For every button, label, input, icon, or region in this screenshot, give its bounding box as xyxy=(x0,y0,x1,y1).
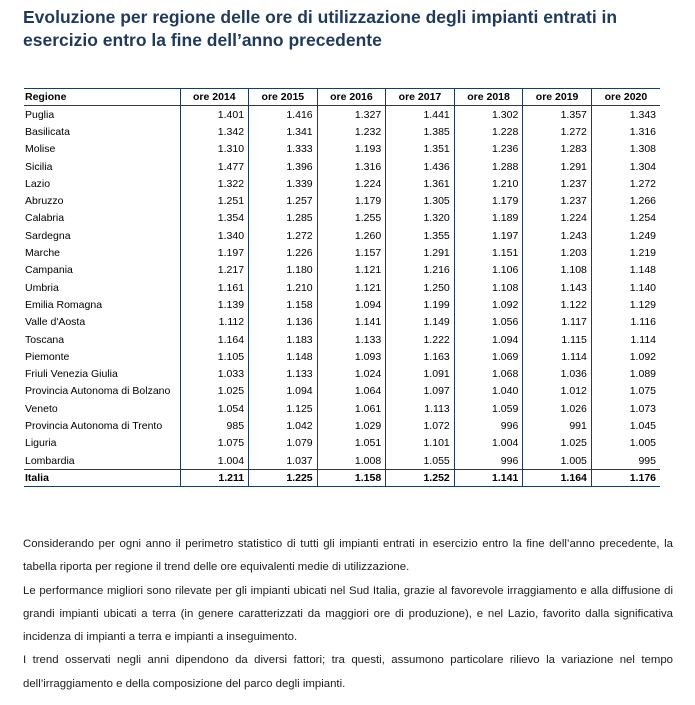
hours-value: 1.385 xyxy=(386,123,455,140)
region-name: Friuli Venezia Giulia xyxy=(25,368,118,381)
hours-value: 1.012 xyxy=(523,383,592,400)
hours-value: 1.073 xyxy=(591,400,660,417)
hours-value: 1.343 xyxy=(591,106,660,124)
hours-value: 1.219 xyxy=(591,244,660,261)
hours-value: 1.029 xyxy=(317,417,386,434)
hours-value: 1.069 xyxy=(454,348,523,365)
page-title: Evoluzione per regione delle ore di utilizzazione degli impianti entrati in esercizio entro la fine dell’anno precedente xyxy=(23,7,618,50)
hours-value: 1.108 xyxy=(454,279,523,296)
total-value: 1.252 xyxy=(386,470,455,487)
hours-value: 1.322 xyxy=(180,175,249,192)
hours-value: 1.164 xyxy=(180,331,249,348)
hours-value: 1.251 xyxy=(180,192,249,209)
region-name: Liguria xyxy=(25,437,57,450)
table-row xyxy=(24,141,660,158)
column-header-year: ore 2015 xyxy=(249,89,318,106)
hours-value: 1.179 xyxy=(454,192,523,209)
hours-value: 1.004 xyxy=(180,452,249,470)
hours-value: 1.272 xyxy=(591,175,660,192)
table-row xyxy=(24,158,660,175)
total-label: Italia xyxy=(24,470,180,487)
hours-value: 1.291 xyxy=(386,244,455,261)
hours-value: 996 xyxy=(454,452,523,470)
column-header-year: ore 2019 xyxy=(523,89,592,106)
hours-table xyxy=(24,88,660,487)
hours-value: 1.125 xyxy=(249,400,318,417)
column-header-year: ore 2018 xyxy=(454,89,523,106)
hours-value: 1.064 xyxy=(317,383,386,400)
table-row xyxy=(24,210,660,227)
hours-value: 1.341 xyxy=(249,123,318,140)
region-name: Umbria xyxy=(25,281,59,294)
table-row xyxy=(24,365,660,382)
table-row xyxy=(24,279,660,296)
hours-value: 1.210 xyxy=(454,175,523,192)
hours-value: 1.091 xyxy=(386,365,455,382)
hours-value: 1.355 xyxy=(386,227,455,244)
column-header-year: ore 2017 xyxy=(386,89,455,106)
hours-value: 1.257 xyxy=(249,192,318,209)
hours-value: 1.285 xyxy=(249,210,318,227)
region-name: Valle d'Aosta xyxy=(25,316,86,329)
hours-value: 1.291 xyxy=(523,158,592,175)
hours-value: 1.005 xyxy=(591,435,660,452)
hours-value: 1.136 xyxy=(249,314,318,331)
hours-value: 1.260 xyxy=(317,227,386,244)
hours-value: 1.106 xyxy=(454,262,523,279)
hours-value: 1.148 xyxy=(249,348,318,365)
hours-value: 1.224 xyxy=(317,175,386,192)
hours-value: 1.121 xyxy=(317,279,386,296)
hours-value: 1.217 xyxy=(180,262,249,279)
hours-value: 1.283 xyxy=(523,141,592,158)
hours-value: 1.093 xyxy=(317,348,386,365)
hours-value: 1.396 xyxy=(249,158,318,175)
hours-value: 1.059 xyxy=(454,400,523,417)
total-value: 1.211 xyxy=(180,470,249,487)
hours-value: 1.056 xyxy=(454,314,523,331)
hours-value: 1.036 xyxy=(523,365,592,382)
hours-value: 1.243 xyxy=(523,227,592,244)
paragraph: Le performance migliori sono rilevate per gli impianti ubicati nel Sud Italia, grazie al favorevole irraggiamento e alla diffusione di grandi impianti ubicati a terra (in genere caratterizzati da maggiori ore di produzione), e nel Lazio, favorito dalla significativa incidenza di impianti a terra e impianti a inseguimento. xyxy=(23,584,673,644)
hours-value: 1.025 xyxy=(180,383,249,400)
hours-value: 1.108 xyxy=(523,262,592,279)
paragraph: I trend osservati negli anni dipendono da diversi fattori; tra questi, assumono particolare rilievo la variazione nel tempo dell’irraggiamento e della composizione del parco degli impianti. xyxy=(23,654,673,690)
hours-value: 1.113 xyxy=(386,400,455,417)
hours-value: 1.068 xyxy=(454,365,523,382)
region-name: Piemonte xyxy=(25,350,70,363)
hours-value: 1.224 xyxy=(523,210,592,227)
hours-value: 1.210 xyxy=(249,279,318,296)
hours-value: 1.304 xyxy=(591,158,660,175)
hours-value: 1.308 xyxy=(591,141,660,158)
paragraph: Considerando per ogni anno il perimetro statistico di tutti gli impianti entrati in esercizio entro la fine dell’anno precedente, la tabella riporta per regione il trend delle ore equivalenti medie di utilizzazione. xyxy=(23,538,673,574)
hours-value: 1.139 xyxy=(180,296,249,313)
total-row xyxy=(24,470,660,487)
table-row xyxy=(24,123,660,140)
hours-value: 1.101 xyxy=(386,435,455,452)
total-value: 1.164 xyxy=(523,470,592,487)
hours-value: 1.351 xyxy=(386,141,455,158)
hours-value: 1.079 xyxy=(249,435,318,452)
table-row xyxy=(24,331,660,348)
hours-value: 1.115 xyxy=(523,331,592,348)
region-name: Calabria xyxy=(25,212,65,225)
hours-value: 1.441 xyxy=(386,106,455,124)
region-name: Veneto xyxy=(25,402,58,415)
hours-value: 1.158 xyxy=(249,296,318,313)
hours-value: 1.114 xyxy=(523,348,592,365)
hours-value: 1.216 xyxy=(386,262,455,279)
total-value: 1.158 xyxy=(317,470,386,487)
hours-value: 1.327 xyxy=(317,106,386,124)
hours-value: 1.232 xyxy=(317,123,386,140)
table-body xyxy=(24,106,660,470)
hours-value: 1.149 xyxy=(386,314,455,331)
hours-value: 1.255 xyxy=(317,210,386,227)
hours-value: 1.129 xyxy=(591,296,660,313)
hours-value: 1.051 xyxy=(317,435,386,452)
table-row xyxy=(24,383,660,400)
hours-value: 1.094 xyxy=(317,296,386,313)
hours-value: 1.161 xyxy=(180,279,249,296)
hours-value: 1.005 xyxy=(523,452,592,470)
column-header-year: ore 2014 xyxy=(180,89,249,106)
hours-value: 1.097 xyxy=(386,383,455,400)
hours-value: 1.117 xyxy=(523,314,592,331)
hours-value: 1.045 xyxy=(591,417,660,434)
hours-value: 1.477 xyxy=(180,158,249,175)
hours-value: 1.266 xyxy=(591,192,660,209)
hours-value: 1.026 xyxy=(523,400,592,417)
body-text xyxy=(23,533,673,696)
table-row xyxy=(24,417,660,434)
hours-value: 1.357 xyxy=(523,106,592,124)
total-value: 1.176 xyxy=(591,470,660,487)
hours-value: 1.340 xyxy=(180,227,249,244)
hours-value: 1.199 xyxy=(386,296,455,313)
hours-value: 1.151 xyxy=(454,244,523,261)
hours-value: 1.361 xyxy=(386,175,455,192)
hours-value: 1.416 xyxy=(249,106,318,124)
hours-value: 1.436 xyxy=(386,158,455,175)
column-header-year: ore 2020 xyxy=(591,89,660,106)
hours-value: 1.092 xyxy=(454,296,523,313)
hours-value: 1.342 xyxy=(180,123,249,140)
hours-value: 1.143 xyxy=(523,279,592,296)
hours-value: 1.354 xyxy=(180,210,249,227)
region-name: Marche xyxy=(25,247,61,260)
hours-value: 1.254 xyxy=(591,210,660,227)
table-row xyxy=(24,106,660,124)
hours-value: 1.133 xyxy=(249,365,318,382)
hours-value: 1.228 xyxy=(454,123,523,140)
hours-value: 1.236 xyxy=(454,141,523,158)
hours-value: 1.024 xyxy=(317,365,386,382)
table-row xyxy=(24,348,660,365)
hours-value: 1.333 xyxy=(249,141,318,158)
hours-value: 1.272 xyxy=(523,123,592,140)
hours-value: 1.180 xyxy=(249,262,318,279)
hours-value: 1.183 xyxy=(249,331,318,348)
hours-value: 1.250 xyxy=(386,279,455,296)
region-name: Campania xyxy=(25,264,73,277)
hours-value: 1.133 xyxy=(317,331,386,348)
hours-value: 1.302 xyxy=(454,106,523,124)
hours-value: 1.237 xyxy=(523,175,592,192)
total-value: 1.141 xyxy=(454,470,523,487)
hours-value: 1.316 xyxy=(591,123,660,140)
hours-value: 991 xyxy=(523,417,592,434)
hours-value: 1.008 xyxy=(317,452,386,470)
hours-value: 1.121 xyxy=(317,262,386,279)
hours-value: 1.141 xyxy=(317,314,386,331)
table-row xyxy=(24,400,660,417)
hours-value: 1.197 xyxy=(454,227,523,244)
hours-value: 1.122 xyxy=(523,296,592,313)
region-name: Abruzzo xyxy=(25,195,64,208)
hours-value: 1.157 xyxy=(317,244,386,261)
hours-value: 1.089 xyxy=(591,365,660,382)
hours-value: 1.061 xyxy=(317,400,386,417)
hours-value: 1.116 xyxy=(591,314,660,331)
region-name: Lombardia xyxy=(24,452,180,470)
hours-value: 1.114 xyxy=(591,331,660,348)
table-row xyxy=(24,452,660,470)
column-header-region: Regione xyxy=(24,89,180,106)
hours-value: 1.249 xyxy=(591,227,660,244)
region-name: Lazio xyxy=(25,177,51,190)
hours-value: 1.401 xyxy=(180,106,249,124)
hours-value: 1.339 xyxy=(249,175,318,192)
hours-value: 1.004 xyxy=(454,435,523,452)
hours-value: 1.075 xyxy=(591,383,660,400)
hours-value: 1.055 xyxy=(386,452,455,470)
hours-value: 1.320 xyxy=(386,210,455,227)
region-name: Sicilia xyxy=(25,160,53,173)
hours-value: 1.148 xyxy=(591,262,660,279)
table-footer xyxy=(24,470,660,487)
hours-value: 1.226 xyxy=(249,244,318,261)
table-row xyxy=(24,175,660,192)
hours-value: 1.025 xyxy=(523,435,592,452)
hours-value: 1.140 xyxy=(591,279,660,296)
header-row xyxy=(24,89,660,106)
hours-value: 1.054 xyxy=(180,400,249,417)
region-name: Emilia Romagna xyxy=(25,298,103,311)
table-row xyxy=(24,262,660,279)
hours-value: 996 xyxy=(454,417,523,434)
hours-value: 1.310 xyxy=(180,141,249,158)
hours-value: 1.094 xyxy=(249,383,318,400)
region-name: Provincia Autonoma di Trento xyxy=(25,419,163,432)
hours-value: 985 xyxy=(180,417,249,434)
hours-value: 1.037 xyxy=(249,452,318,470)
hours-value: 1.075 xyxy=(180,435,249,452)
region-name: Molise xyxy=(25,143,56,156)
hours-value: 1.222 xyxy=(386,331,455,348)
hours-value: 1.092 xyxy=(591,348,660,365)
hours-value: 1.033 xyxy=(180,365,249,382)
hours-value: 1.094 xyxy=(454,331,523,348)
hours-value: 1.197 xyxy=(180,244,249,261)
region-name: Sardegna xyxy=(25,229,71,242)
region-name: Basilicata xyxy=(25,125,70,138)
hours-value: 1.237 xyxy=(523,192,592,209)
hours-value: 1.288 xyxy=(454,158,523,175)
hours-value: 1.072 xyxy=(386,417,455,434)
hours-value: 1.105 xyxy=(180,348,249,365)
total-value: 1.225 xyxy=(249,470,318,487)
region-name: Provincia Autonoma di Bolzano xyxy=(25,385,171,398)
hours-value: 1.203 xyxy=(523,244,592,261)
hours-value: 1.316 xyxy=(317,158,386,175)
region-name: Puglia xyxy=(25,108,55,121)
hours-value: 1.189 xyxy=(454,210,523,227)
table-row xyxy=(24,244,660,261)
hours-value: 1.305 xyxy=(386,192,455,209)
table-header xyxy=(24,89,660,106)
table-row xyxy=(24,192,660,209)
hours-value: 1.272 xyxy=(249,227,318,244)
hours-value: 995 xyxy=(591,452,660,470)
hours-value: 1.179 xyxy=(317,192,386,209)
hours-value: 1.040 xyxy=(454,383,523,400)
region-name: Toscana xyxy=(25,333,65,346)
hours-value: 1.193 xyxy=(317,141,386,158)
table-row xyxy=(24,314,660,331)
hours-value: 1.163 xyxy=(386,348,455,365)
column-header-year: ore 2016 xyxy=(317,89,386,106)
table-row xyxy=(24,296,660,313)
table-row xyxy=(24,227,660,244)
hours-value: 1.042 xyxy=(249,417,318,434)
hours-value: 1.112 xyxy=(180,314,249,331)
table-row xyxy=(24,435,660,452)
